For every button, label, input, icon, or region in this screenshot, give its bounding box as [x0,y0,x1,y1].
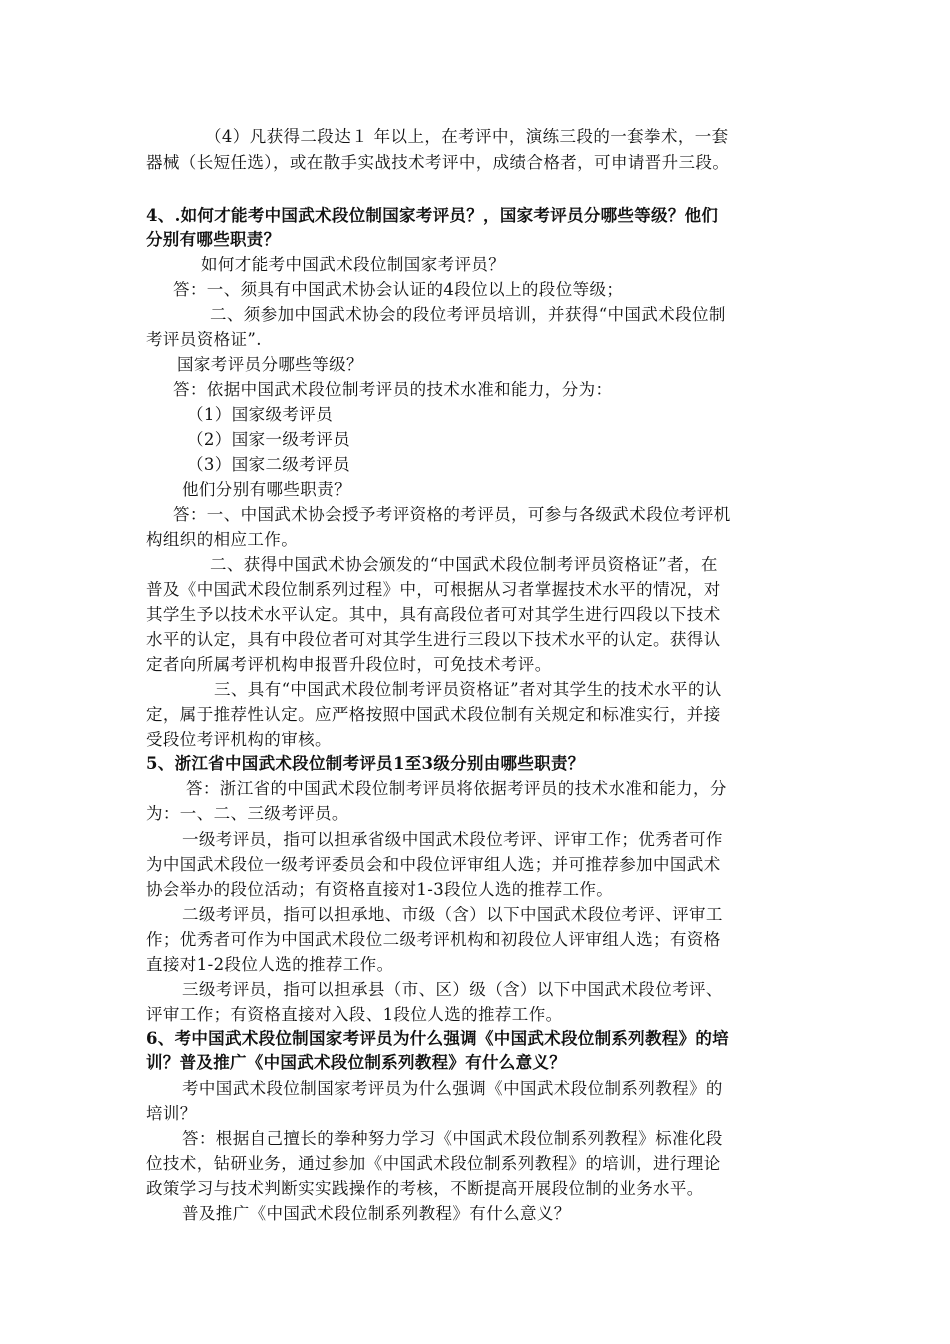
text-line: 一级考评员，指可以担承省级中国武术段位考评、评审工作；优秀者可作 [182,830,723,849]
text-line: 普及《中国武术段位制系列过程》中，可根据从习者掌握技术水平的情况，对 [146,580,721,599]
text-line: 协会举办的段位活动；有资格直接对1-3段位人选的推荐工作。 [146,880,614,899]
text-line: （2）国家一级考评员 [187,430,350,449]
text-line: （4）凡获得二段达１ 年以上，在考评中，演练三段的一套拳术，一套 [205,127,729,146]
text-line: 受段位考评机构的审核。 [146,730,332,749]
text-line: 评审工作；有资格直接对入段、1段位人选的推荐工作。 [146,1005,563,1024]
text-line: （1）国家级考评员 [187,405,334,424]
text-line: 培训？ [146,1104,197,1123]
section-heading: 4、.如何才能考中国武术段位制国家考评员？，国家考评员分哪些等级？他们 [146,206,719,225]
text-line: 水平的认定，具有中段位者可对其学生进行三段以下技术水平的认定。获得认 [146,630,721,649]
text-line: 考评员资格证”. [146,330,262,349]
section-heading: 分别有哪些职责？ [146,230,281,249]
text-line: 为：一、二、三级考评员。 [146,804,349,823]
text-line: 如何才能考中国武术段位制国家考评员？ [201,255,506,274]
text-line: 三、具有“中国武术段位制考评员资格证”者对其学生的技术水平的认 [214,680,722,699]
text-line: 答：浙江省的中国武术段位制考评员将依据考评员的技术水准和能力，分 [186,779,727,798]
section-heading: 训？普及推广《中国武术段位制系列教程》有什么意义？ [146,1053,566,1072]
text-line: 其学生予以技术水平认定。其中，具有高段位者可对其学生进行四段以下技术 [146,605,721,624]
text-line: 直接对1-2段位人选的推荐工作。 [146,955,394,974]
text-line: 答：一、须具有中国武术协会认证的4段位以上的段位等级； [173,280,624,299]
text-line: 位技术，钻研业务，通过参加《中国武术段位制系列教程》的培训，进行理论 [146,1154,721,1173]
text-line: 构组织的相应工作。 [146,530,299,549]
section-heading: 6、考中国武术段位制国家考评员为什么强调《中国武术段位制系列教程》的培 [146,1029,729,1048]
text-line: 二、获得中国武术协会颁发的“中国武术段位制考评员资格证”者，在 [210,555,718,574]
text-line: 二级考评员，指可以担承地、市级（含）以下中国武术段位考评、评审工 [182,905,723,924]
text-line: 作；优秀者可作为中国武术段位二级考评机构和初段位人评审组人选；有资格 [146,930,721,949]
text-line: 普及推广《中国武术段位制系列教程》有什么意义？ [182,1204,571,1223]
text-line: 答：依据中国武术段位制考评员的技术水准和能力，分为： [173,380,613,399]
text-line: 他们分别有哪些职责？ [182,480,351,499]
text-line: 考中国武术段位制国家考评员为什么强调《中国武术段位制系列教程》的 [182,1079,723,1098]
text-line: 二、须参加中国武术协会的段位考评员培训，并获得“中国武术段位制 [210,305,726,324]
text-line: （3）国家二级考评员 [187,455,350,474]
text-line: 为中国武术段位一级考评委员会和中段位评审组人选；并可推荐参加中国武术 [146,855,721,874]
text-line: 三级考评员，指可以担承县（市、区）级（含）以下中国武术段位考评、 [182,980,723,999]
text-line: 政策学习与技术判断实实践操作的考核，不断提高开展段位制的业务水平。 [146,1179,704,1198]
text-line: 器械（长短任选），或在散手实战技术考评中，成绩合格者，可申请晋升三段。 [146,153,730,172]
text-line: 定者向所属考评机构申报晋升段位时，可免技术考评。 [146,655,552,674]
text-line: 答：一、中国武术协会授予考评资格的考评员，可参与各级武术段位考评机 [173,505,731,524]
text-line: 定，属于推荐性认定。应严格按照中国武术段位制有关规定和标准实行，并接 [146,705,721,724]
section-heading: 5、浙江省中国武术段位制考评员1至3级分别由哪些职责？ [146,754,585,773]
text-line: 国家考评员分哪些等级？ [177,355,363,374]
text-line: 答：根据自己擅长的拳种努力学习《中国武术段位制系列教程》标准化段 [182,1129,723,1148]
